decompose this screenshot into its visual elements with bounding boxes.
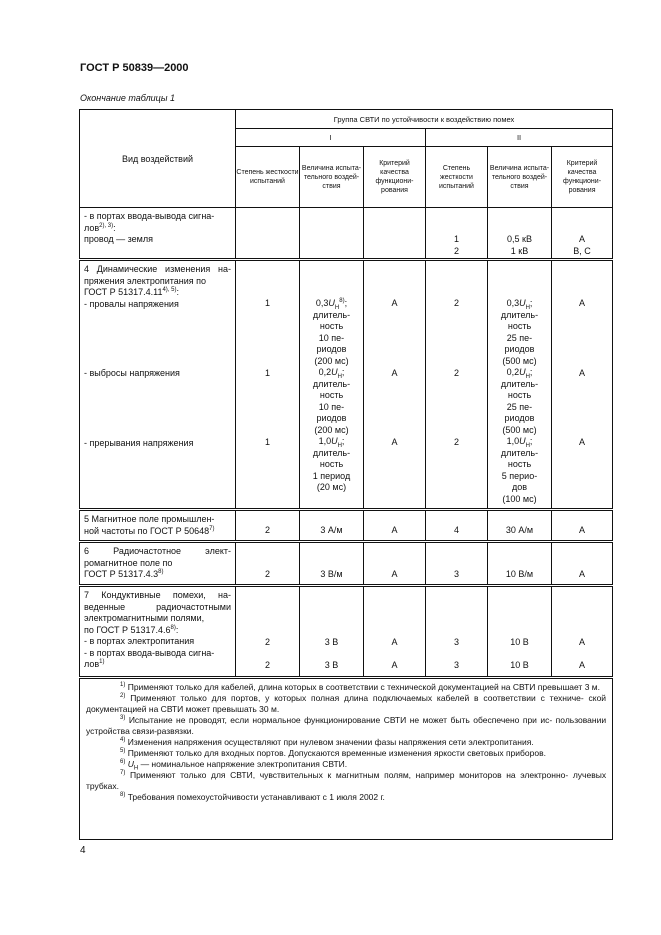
header-criterion: Критерий качества функциони- рования [552,147,613,208]
ports-value: 0,5 кВ 1 кВ [488,208,552,260]
document-title: ГОСТ Р 50839—2000 [80,62,189,74]
ports-degree: 1 2 [426,208,488,260]
footnotes [80,678,613,840]
row-ports-label: - в портах ввода-вывода сигна- лов$^{2), 3)}$: провод — земля [80,208,236,260]
cond-g2-degree: 3 3 [426,586,488,678]
header-group-2: II [426,129,613,147]
footnote: $^{2)}$ Применяют только для портов, у которых полная длина подключаемых кабелей в соответствии с техниче- ской документацией на СВТИ может превышать 30 м. [86,693,607,714]
cond-g1-degree: 2 2 [236,586,300,678]
dyn-g2-value: $0,3U_Н$; длитель- ность 25 пе- риодов (500 мс) $0,2U_Н$; длитель- ность 25 пе- риодов (500 мс) $1,0U_Н$; длитель- ность 5 перио- дов (100 мс) [488,260,552,510]
row-rf-label: 6 Радиочастотное элект- ромагнитное поле по ГОСТ Р 51317.4.3$^{8)}$ [80,542,236,586]
header-criterion: Критерий качества функциони- рования [364,147,426,208]
mag-cell: 3 А/м [300,510,364,542]
mag-cell: А [364,510,426,542]
dyn-g1-value: $0,3U_Н^{8)}$; длитель- ность 10 пе- риодов (200 мс) $0,2U_Н$; длитель- ность 10 пе- риодов (200 мс) $1,0U_Н$; длитель- ность 1 период (20 мс) [300,260,364,510]
header-impact-type: Вид воздействий [80,110,236,208]
row-dyn-label: 4 Динамические изменения на- пряжения электропитания по ГОСТ Р $51317.4.11^{4), 5)}$: - провалы напряжения - выбросы напряжения - прерывания напряжения [80,260,236,510]
dyn-g1-degree: 1 1 1 [236,260,300,510]
footnote: $^{7)}$ Применяют только для СВТИ, чувствительных к магнитным полям, например мониторов на электронно- лучевых трубках. [86,770,607,791]
footnote: $^{3)}$ Испытание не проводят, если нормальное функционирование СВТИ не может быть обеспечено при ис- пользовании устройства связи-развязки. [86,715,607,736]
rf-cell: А [364,542,426,586]
footnote: $^{4)}$ Изменения напряжения осуществляют при нулевом значении фазы напряжения сети электропитания. [120,737,534,747]
page-number: 4 [80,845,86,856]
footnote: $^{1)}$ Применяют только для кабелей, длина которых в соответствии с технической документацией на СВТИ превышает 3 м. [120,682,600,692]
footnote: $^{5)}$ Применяют только для входных портов. Допускаются временные изменения яркости световых приборов. [120,748,546,758]
rf-cell: 3 В/м [300,542,364,586]
mag-cell: 2 [236,510,300,542]
mag-cell: 4 [426,510,488,542]
header-group-title: Группа СВТИ по устойчивости к воздействию помех [236,110,613,129]
row-mag-label: 5 Магнитное поле промышлен- ной частоты по ГОСТ Р 50648$^{7)}$ [80,510,236,542]
rf-cell: А [552,542,613,586]
cond-g2-criterion: А А [552,586,613,678]
cond-g2-value: 10 В 10 В [488,586,552,678]
cond-g1-criterion: А А [364,586,426,678]
row-cond-label: 7 Кондуктивные помехи, на- веденные радиочастотными электромагнитными полями, по ГОСТ Р 51317.4.6$^{8)}$: - в портах электропитания - в портах ввода-вывода сигна- лов$^{1)}$ [80,586,236,678]
footnote: $^{8)}$ Требования помехоустойчивости устанавливают с 1 июля 2002 г. [120,792,385,802]
rf-cell: 3 [426,542,488,586]
header-value: Величина испыта- тельного воздей- ствия [488,147,552,208]
header-degree: Степень жесткости испытаний [236,147,300,208]
header-value: Величина испыта- тельного воздей- ствия [300,147,364,208]
mag-cell: А [552,510,613,542]
table-caption: Окончание таблицы 1 [80,93,175,103]
dyn-g1-criterion: А А А [364,260,426,510]
footnote: $^{6)}$ $U_Н$ — номинальное напряжение электропитания СВТИ. [120,759,348,772]
ports-criterion: А В, С [552,208,613,260]
dyn-g2-degree: 2 2 2 [426,260,488,510]
cond-g1-value: 3 В 3 В [300,586,364,678]
dyn-g2-criterion: А А А [552,260,613,510]
mag-cell: 30 А/м [488,510,552,542]
header-degree: Степень жесткости испытаний [426,147,488,208]
rf-cell: 10 В/м [488,542,552,586]
header-group-1: I [236,129,426,147]
rf-cell: 2 [236,542,300,586]
test-table [79,109,613,840]
